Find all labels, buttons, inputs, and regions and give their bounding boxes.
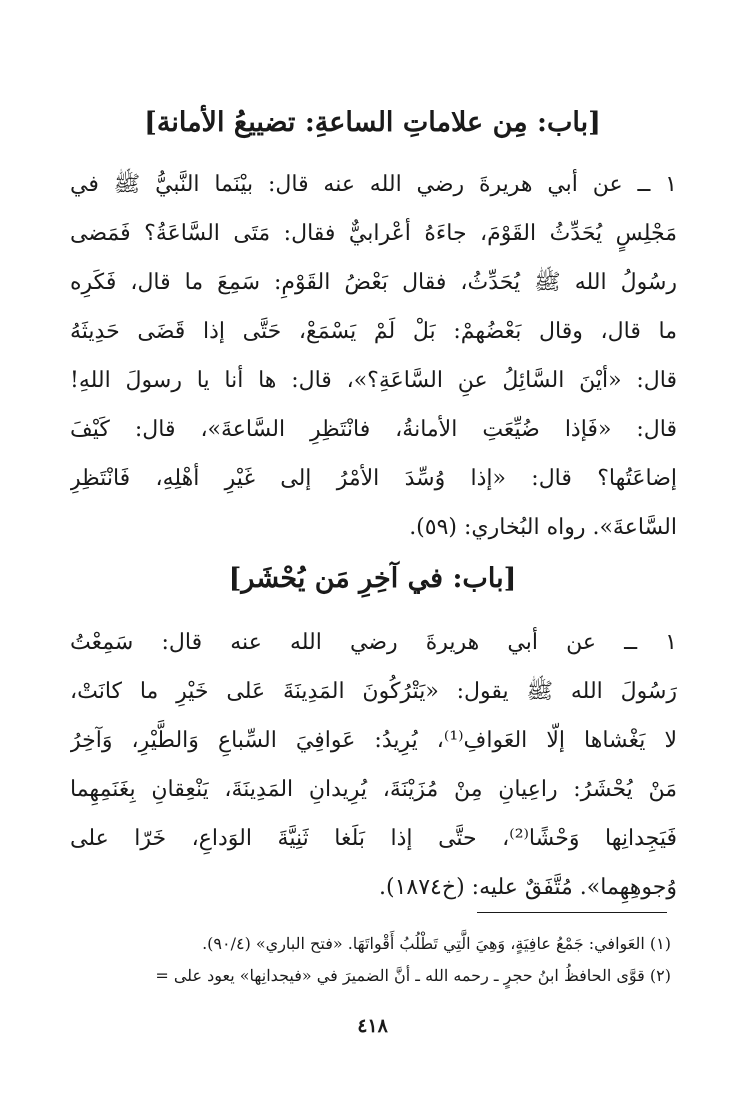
text-line: رسُولُ الله ﷺ يُحَدِّثُ، فقال بَعْضُ القَوْمِ: سَمِعَ ما قال، فَكَرِه (70, 270, 677, 295)
text-line: لا يَغْشاها إلّا العَوافِ⁽¹⁾، يُرِيدُ: عَوافِيَ السِّباعِ وَالطَّيْرِ، وَآخِرُ (70, 728, 677, 753)
hadith-paragraph-2 (70, 618, 677, 912)
text-line: وُجوهِهِما». مُتَّفَقٌ عليه: (خ١٨٧٤). (379, 875, 677, 900)
text-line: إضاعَتُها؟ قال: «إذا وُسِّدَ الأمْرُ إلى غَيْرِ أهْلِهِ، فَانْتَظِرِ (70, 466, 677, 491)
text-line: مَجْلِسٍ يُحَدِّثُ القَوْمَ، جاءَهُ أعْرابيٌّ فقال: مَتَى السَّاعَةُ؟ فَمَضى (70, 221, 677, 246)
chapter-heading-signs-of-the-hour: [باب: مِن علاماتِ الساعةِ: تضييعُ الأمانة] (144, 107, 601, 138)
text-line: قال: «فَإذا ضُيِّعَتِ الأمانةُ، فانْتَظِرِ السَّاعةَ»، قال: كَيْفَ (70, 417, 677, 442)
text-line: ما قال، وقال بَعْضُهمْ: بَلْ لَمْ يَسْمَعْ، حَتَّى إذا قَضَى حَدِيثَهُ (70, 319, 677, 344)
page-number: ٤١٨ (357, 1015, 388, 1037)
text-line: السَّاعةَ». رواه البُخاري: (٥٩). (409, 515, 677, 540)
chapter-heading-last-to-be-gathered: [باب: في آخِرِ مَن يُحْشَر] (228, 563, 517, 594)
footnote-separator (477, 912, 667, 913)
text-line: ١ ــ عن أبي هريرةَ رضي الله عنه قال: سَمِعْتُ (70, 630, 677, 655)
text-line: ١ ــ عن أبي هريرةَ رضي الله عنه قال: بيْنَما النَّبيُّ ﷺ في (70, 172, 677, 197)
footnotes (70, 928, 671, 992)
footnote-2: (٢) قوَّى الحافظُ ابنُ حجرٍ ـ رحمه الله ـ أنَّ الضميرَ في «فيجدانِها» يعود على = (155, 966, 671, 985)
text-line: مَنْ يُحْشَرُ: راعِيانِ مِنْ مُزَيْنَةَ، يُرِيدانِ المَدِينَةَ، يَنْعِقانِ بِغَنَمِهِما (70, 777, 677, 802)
text-line: فَيَجِدانِها وَحْشًا⁽²⁾، حتَّى إذا بَلَغا ثَنِيَّةَ الوَداعِ، خَرّا على (70, 826, 677, 851)
footnote-1: (١) العَوافي: جَمْعُ عافِيَةٍ، وَهِيَ الَّتِي تَطْلُبُ أَقْواتَهَا. «فتح الباري» (٩٠/٤). (202, 934, 671, 953)
hadith-paragraph-1 (70, 160, 677, 552)
text-line: قال: «أيْنَ السَّائِلُ عنِ السَّاعَةِ؟»، قال: ها أنا يا رسولَ اللهِ! (70, 368, 677, 393)
text-line: رَسُولَ الله ﷺ يقول: «يَتْرُكُونَ المَدِينَةَ عَلى خَيْرِ ما كانَتْ، (70, 679, 677, 704)
